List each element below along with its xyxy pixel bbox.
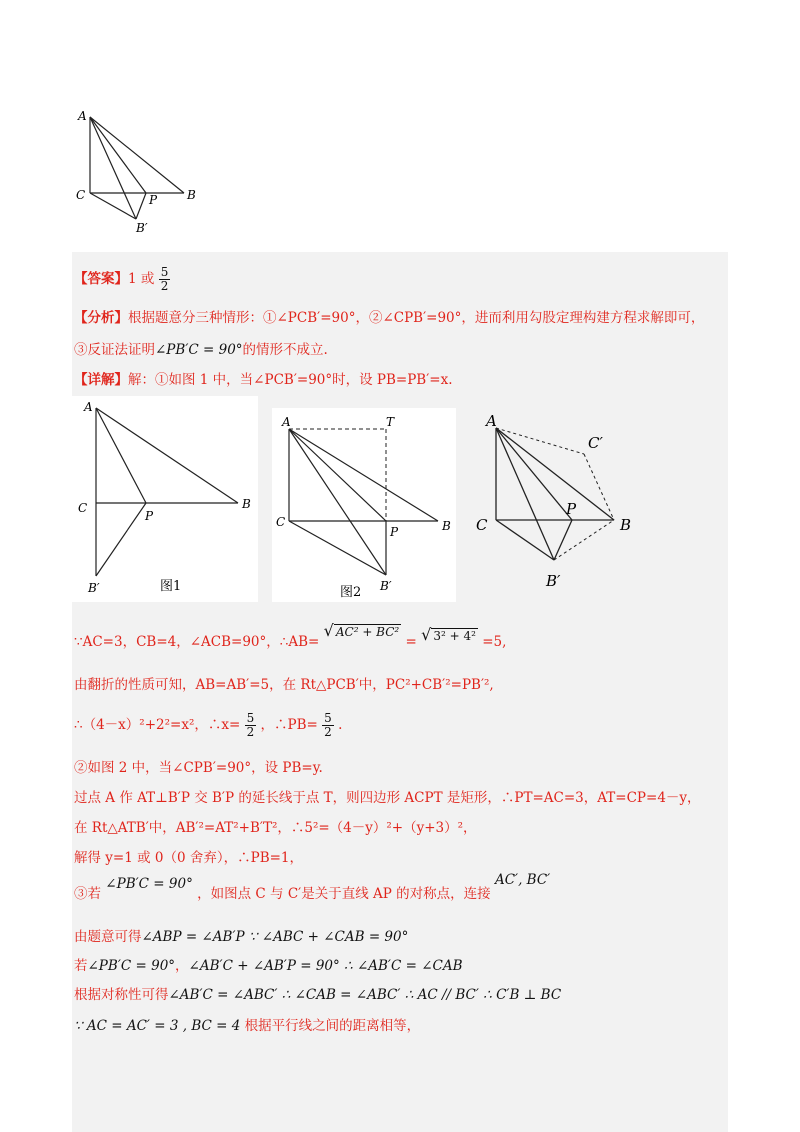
top-triangle-figure xyxy=(70,104,210,244)
fig1-label-p: P xyxy=(145,509,154,523)
fig3-label-bprime: B′ xyxy=(546,572,561,590)
line12-math: ∵ AC = AC′ = 3 , BC = 4 xyxy=(74,1018,241,1034)
top-label-b: B xyxy=(187,188,196,202)
analysis-line-1 xyxy=(74,308,704,328)
solution-line-9 xyxy=(74,927,408,947)
line1-end: =5, xyxy=(482,634,507,650)
solution-line-3 xyxy=(74,712,342,739)
analysis-bracket: 【分析】 xyxy=(74,310,128,326)
detail-line xyxy=(74,370,453,390)
top-label-bprime: B′ xyxy=(136,221,148,235)
fig2-label-t: T xyxy=(386,415,395,429)
answer-bracket: 【答案】 xyxy=(74,271,128,287)
solution-line-5: 过点 A 作 AT⊥B′P 交 B′P 的延长线于点 T，则四边形 ACPT 是矩形，∴PT=AC=3，AT=CP=4－y， xyxy=(74,790,701,806)
line11-text-a: 根据对称性可得 xyxy=(74,987,169,1003)
top-label-a: A xyxy=(78,109,87,123)
detail-text: 解：①如图 1 中，当∠PCB′=90°时，设 PB=PB′=x. xyxy=(128,372,453,388)
line8-math-2: AC′, BC′ xyxy=(494,872,551,888)
line3-text-b: ，∴PB= xyxy=(260,717,318,733)
fig1-label-c: C xyxy=(78,501,88,515)
fig2-label-c: C xyxy=(276,515,286,529)
line1-sqrt-1-body: AC² + BC² xyxy=(335,625,400,639)
line3-frac-2-num: 5 xyxy=(324,711,332,725)
solution-line-12 xyxy=(74,1016,420,1036)
answer-line xyxy=(74,266,170,293)
line3-frac-1-den: 2 xyxy=(246,725,255,739)
fig1-label-b: B xyxy=(242,497,251,511)
fig2-label-bprime: B′ xyxy=(380,579,392,593)
answer-text: 1 或 xyxy=(128,271,155,287)
line1-eq: = xyxy=(405,634,417,650)
fig3-label-c: C xyxy=(476,516,488,534)
fig3-label-p: P xyxy=(566,500,577,518)
fig1-label-bprime: B′ xyxy=(88,581,100,595)
fig2-label-p: P xyxy=(390,525,399,539)
solution-line-8 xyxy=(74,872,551,904)
line9-math: ∠ABP = ∠AB′P ∵ ∠ABC + ∠CAB = 90° xyxy=(141,929,409,945)
line8-text-b: ，如图点 C 与 C′是关于直线 AP 的对称点，连接 xyxy=(197,886,491,902)
analysis-line-2 xyxy=(74,340,328,360)
fig2-label-a: A xyxy=(282,415,291,429)
fig2-label-b: B xyxy=(442,519,451,533)
fig2-caption: 图2 xyxy=(340,585,362,600)
line10-math: ∠PB′C = 90° xyxy=(87,958,176,974)
solution-line-2: 由翻折的性质可知，AB=AB′=5，在 Rt△PCB′中，PC²+CB′²=PB′², xyxy=(74,677,494,693)
fig3-label-cprime: C′ xyxy=(588,434,603,452)
top-label-c: C xyxy=(76,188,86,202)
figure-2 xyxy=(272,408,456,602)
line10-math-2: ∠AB′C + ∠AB′P = 90° ∴ ∠AB′C = ∠CAB xyxy=(188,958,463,974)
fig1-caption: 图1 xyxy=(160,579,182,594)
line3-frac-1-num: 5 xyxy=(246,711,255,725)
answer-frac-num: 5 xyxy=(160,265,169,279)
line9-text-a: 由题意可得 xyxy=(74,929,142,945)
analysis-suffix: 的情形不成立. xyxy=(242,342,328,358)
line1-sqrt-2-body: 3² + 4² xyxy=(433,629,476,643)
solution-line-7: 解得 y=1 或 0（0 舍弃），∴PB=1， xyxy=(74,850,304,866)
line3-end: . xyxy=(338,717,343,733)
line12-text-b: 根据平行线之间的距离相等， xyxy=(244,1018,421,1034)
line8-math: ∠PB′C = 90° xyxy=(105,876,193,892)
solution-line-10 xyxy=(74,956,463,976)
figure-3 xyxy=(470,410,650,596)
analysis-math: ∠PB′C = 90° xyxy=(155,342,243,358)
line10-text-b: ， xyxy=(175,958,189,974)
top-label-p: P xyxy=(149,193,158,207)
line3-frac-2-den: 2 xyxy=(324,725,332,739)
solution-line-11 xyxy=(74,985,561,1005)
line1-sqrt-1: √ AC² + BC² xyxy=(323,621,400,640)
answer-fraction xyxy=(159,266,171,293)
line3-frac-1 xyxy=(245,712,257,739)
line1-text-a: ∵AC=3，CB=4，∠ACB=90°，∴AB= xyxy=(74,634,320,650)
line3-text-a: ∴（4－x）²+2²=x²，∴x= xyxy=(74,717,241,733)
line10-text-a: 若 xyxy=(74,958,88,974)
line1-sqrt-2: √ 3² + 4² xyxy=(421,625,476,644)
fig3-label-b: B xyxy=(620,516,632,534)
fig3-label-a: A xyxy=(486,412,497,430)
detail-bracket: 【详解】 xyxy=(74,372,128,388)
analysis-text-1: 根据题意分三种情形：①∠PCB′=90°，②∠CPB′=90°，进而利用勾股定理构建方程求解即可， xyxy=(128,310,705,326)
answer-frac-den: 2 xyxy=(160,279,169,293)
solution-line-4: ②如图 2 中，当∠CPB′=90°，设 PB=y. xyxy=(74,760,323,776)
line11-math: ∠AB′C = ∠ABC′ ∴ ∠CAB = ∠ABC′ ∴ AC // BC′ ∴ C′B ⊥ BC xyxy=(168,987,562,1003)
solution-line-1 xyxy=(74,621,507,652)
line3-frac-2 xyxy=(322,712,334,739)
figure-1 xyxy=(72,396,258,602)
analysis-prefix: ③反证法证明 xyxy=(74,342,155,358)
line8-text-a: ③若 xyxy=(74,886,101,902)
fig1-label-a: A xyxy=(84,400,93,414)
solution-line-6: 在 Rt△ATB′中，AB′²=AT²+B′T²，∴5²=（4－y）²+（y+3）²， xyxy=(74,820,477,836)
